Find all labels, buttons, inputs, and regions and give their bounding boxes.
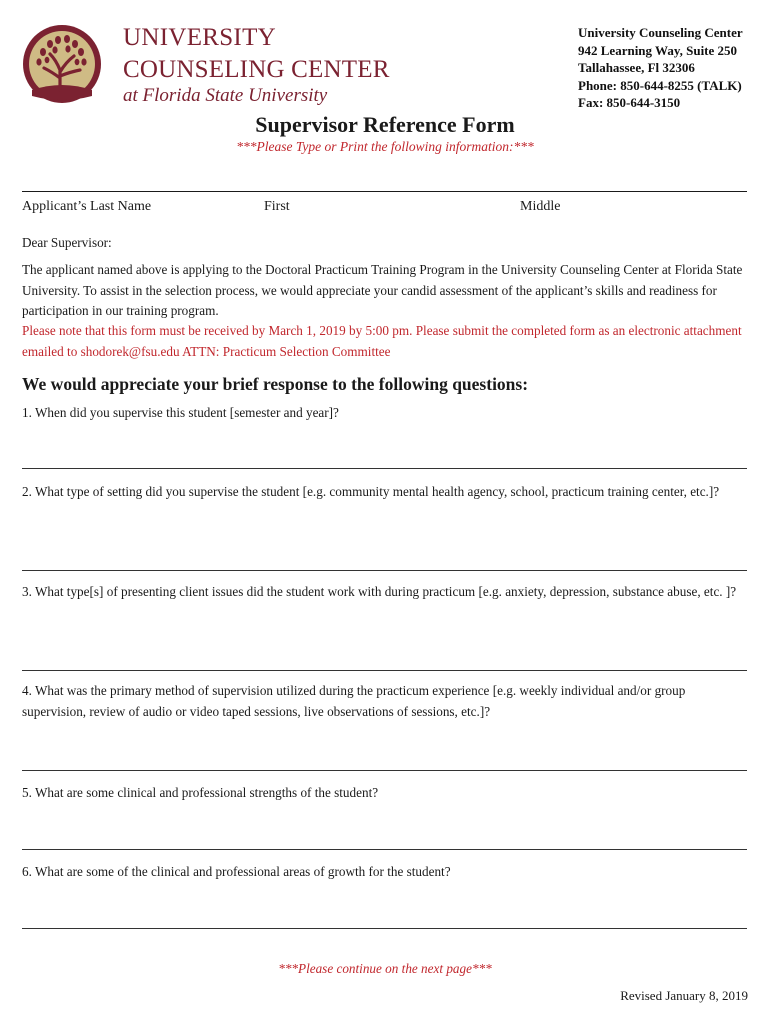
answer-line-5[interactable] [22,849,747,850]
question-2: 2. What type of setting did you supervise the student [e.g. community mental health agency, school, practicum training center, etc.]? [22,484,720,499]
letter-greeting: Dear Supervisor: [22,235,112,250]
contact-block [578,24,743,112]
contact-name: University Counseling Center [578,25,743,40]
deadline-notice: Please note that this form must be received by March 1, 2019 by 5:00 pm. Please submit the completed form as an electronic attachment emailed to shodorek@fsu.edu ATTN: Practicum Selection Committee [22,323,742,359]
question-6: 6. What are some of the clinical and professional areas of growth for the student? [22,864,451,879]
answer-line-6[interactable] [22,928,747,929]
contact-city: Tallahassee, Fl 32306 [578,60,695,75]
form-title: Supervisor Reference Form [255,112,515,137]
applicant-first-name-label: First [264,199,290,214]
question-1: 1. When did you supervise this student [semester and year]? [22,405,339,420]
applicant-last-name-label: Applicant’s Last Name [22,199,152,214]
brand-line-university: UNIVERSITY [123,24,276,51]
brand-line-fsu: at Florida State University [123,85,328,106]
contact-phone: Phone: 850-644-8255 (TALK) [578,77,742,93]
revised-date: Revised January 8, 2019 [620,988,748,1003]
question-4: 4. What was the primary method of supervision utilized during the practicum experience [e.g. weekly individual and/or group supervision, review of audio or video taped sessions, live observations of sessions, etc.]? [22,683,686,719]
answer-line-2[interactable] [22,570,747,571]
name-line[interactable] [22,191,747,192]
contact-address: 942 Learning Way, Suite 250 [578,42,738,58]
university-counseling-center-logo-icon [22,22,102,106]
answer-line-1[interactable] [22,468,747,469]
answer-line-3[interactable] [22,670,747,671]
brand-line-counseling-center: COUNSELING CENTER [123,56,390,83]
form-instruction: ***Please Type or Print the following information:*** [236,139,534,154]
answer-line-4[interactable] [22,770,747,771]
questions-heading: We would appreciate your brief response to the following questions: [22,374,529,394]
letter-paragraph: The applicant named above is applying to the Doctoral Practicum Training Program in the University Counseling Center at Florida State University. To assist in the selection process, we would appreciate your candid assessment of the applicant’s skills and readiness for participation in our training program. [22,262,743,318]
applicant-middle-name-label: Middle [520,199,561,214]
contact-fax: Fax: 850-644-3150 [578,95,681,110]
question-3: 3. What type[s] of presenting client issues did the student work with during practicum [e.g. anxiety, depression, substance abuse, etc. ]? [22,584,737,599]
continue-notice: ***Please continue on the next page*** [278,961,492,976]
question-5: 5. What are some clinical and professional strengths of the student? [22,785,379,800]
